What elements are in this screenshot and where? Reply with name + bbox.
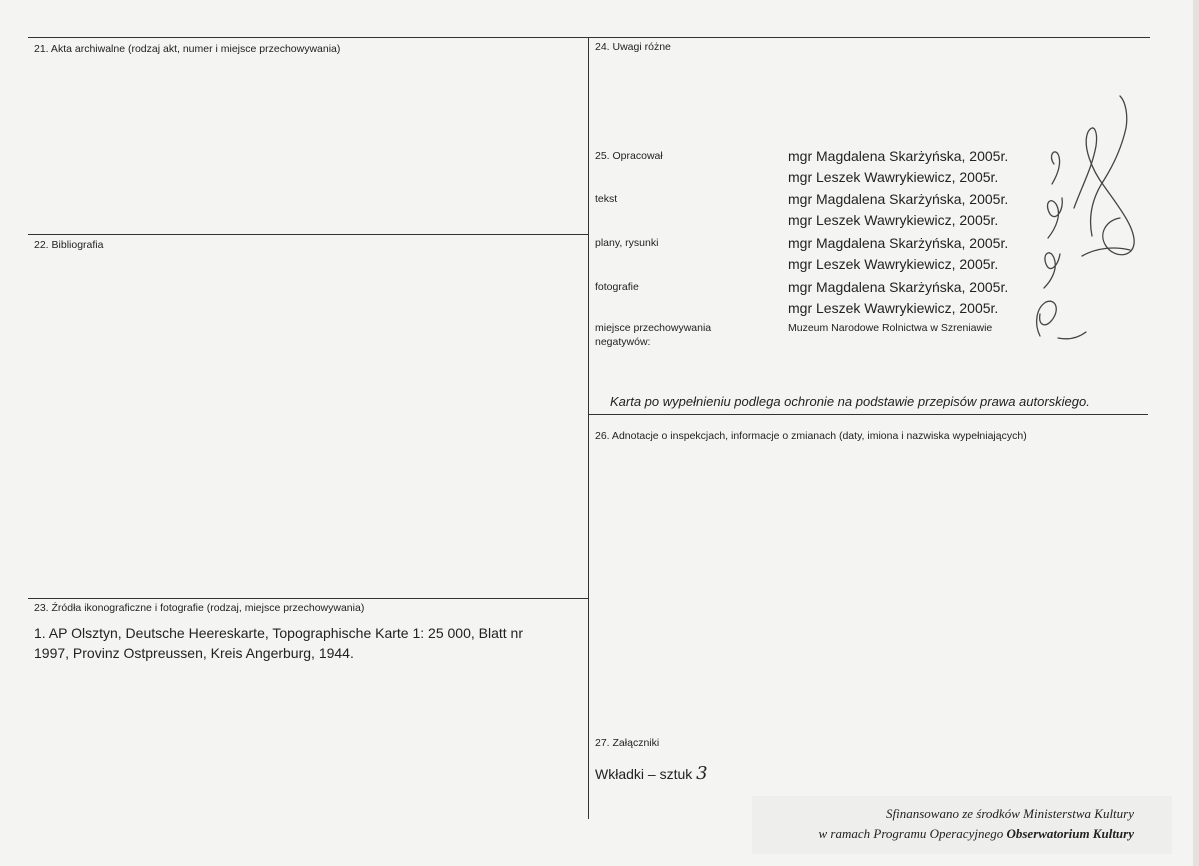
fotografie-author-1: mgr Magdalena Skarżyńska, 2005r.: [788, 279, 1009, 295]
section-23-line2: 1997, Provinz Ostpreussen, Kreis Angerburg, 1944.: [34, 645, 354, 661]
funding-footer: [752, 796, 1172, 854]
handwritten-signature: [1022, 88, 1152, 350]
attachments-count: 3: [696, 763, 708, 784]
tekst-author-2: mgr Leszek Wawrykiewicz, 2005r.: [788, 212, 999, 228]
rule-23: [28, 598, 588, 599]
plany-label: plany, rysunki: [595, 237, 659, 249]
top-rule: [28, 37, 1150, 38]
section-21-label: 21. Akta archiwalne (rodzaj akt, numer i miejsce przechowywania): [34, 43, 341, 55]
plany-author-1: mgr Magdalena Skarżyńska, 2005r.: [788, 235, 1009, 251]
section-27-label: 27. Załączniki: [595, 737, 660, 749]
footer-line-2-prefix: w ramach Programu Operacyjnego: [818, 826, 1007, 841]
negatywy-label-1: miejsce przechowywania: [595, 322, 712, 334]
page-edge: [1193, 0, 1199, 866]
section-25-label: 25. Opracował: [595, 150, 663, 162]
plany-author-2: mgr Leszek Wawrykiewicz, 2005r.: [788, 256, 999, 272]
copyright-notice: Karta po wypełnieniu podlega ochronie na podstawie przepisów prawa autorskiego.: [610, 394, 1090, 409]
fotografie-author-2: mgr Leszek Wawrykiewicz, 2005r.: [788, 300, 999, 316]
opracowal-author-1: mgr Magdalena Skarżyńska, 2005r.: [788, 148, 1009, 164]
tekst-author-1: mgr Magdalena Skarżyńska, 2005r.: [788, 191, 1009, 207]
opracowal-author-2: mgr Leszek Wawrykiewicz, 2005r.: [788, 169, 999, 185]
rule-22: [28, 234, 588, 235]
negatywy-label-2: negatywów:: [595, 336, 651, 348]
fotografie-label: fotografie: [595, 281, 639, 293]
section-22-label: 22. Bibliografia: [34, 239, 104, 251]
section-23-line1: 1. AP Olsztyn, Deutsche Heereskarte, Topographische Karte 1: 25 000, Blatt nr: [34, 625, 523, 641]
column-divider: [588, 37, 589, 819]
section-24-label: 24. Uwagi różne: [595, 41, 671, 53]
section-27-value: [595, 763, 708, 785]
rule-26: [588, 414, 1148, 415]
section-26-label: 26. Adnotacje o inspekcjach, informacje o zmianach (daty, imiona i nazwiska wypełniających): [595, 430, 1027, 442]
footer-program-name: Obserwatorium Kultury: [1006, 826, 1134, 841]
attachments-text: Wkładki – sztuk: [595, 766, 693, 782]
section-23-label: 23. Źródła ikonograficzne i fotografie (rodzaj, miejsce przechowywania): [34, 602, 365, 614]
tekst-label: tekst: [595, 193, 618, 205]
footer-line-1: Sfinansowano ze środków Ministerstwa Kultury: [886, 806, 1134, 821]
negatywy-value: Muzeum Narodowe Rolnictwa w Szreniawie: [788, 322, 993, 334]
footer-line-2: [818, 826, 1134, 842]
